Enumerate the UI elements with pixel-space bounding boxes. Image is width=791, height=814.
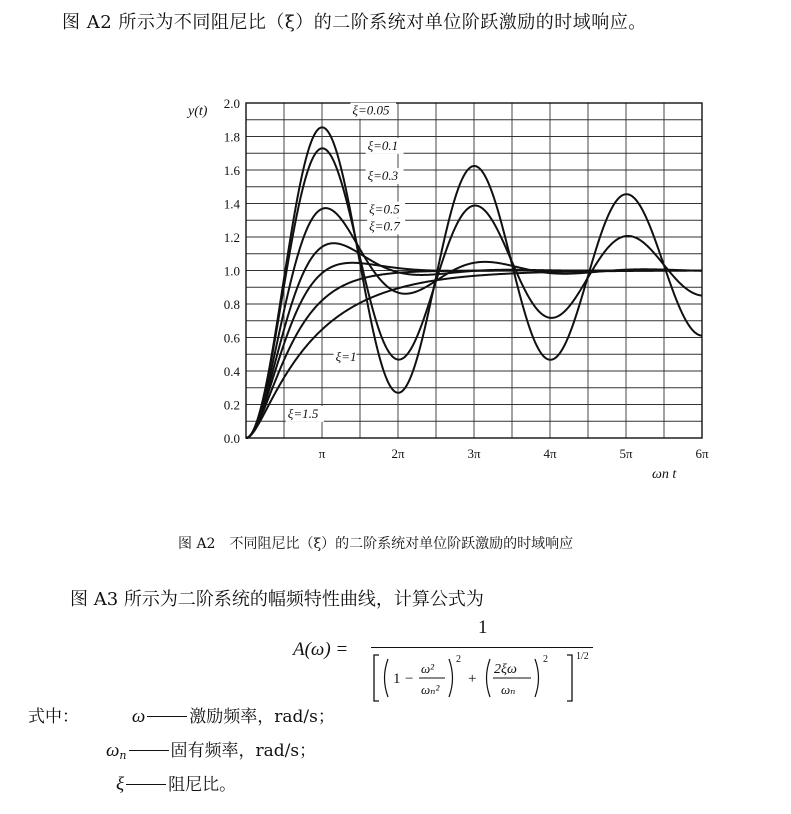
symbol-subscript-n: n xyxy=(119,749,127,762)
formula-lhs: A(ω) = xyxy=(293,639,349,660)
intro-paragraph: 图 A2 所示为不同阻尼比（ξ）的二阶系统对单位阶跃激励的时域响应。 xyxy=(62,12,647,33)
left-bracket xyxy=(374,655,379,701)
y-tick-label: 0.6 xyxy=(223,330,240,346)
series-label: ξ=0.3 xyxy=(367,168,399,184)
x-tick-label: 4π xyxy=(543,446,557,461)
em-dash xyxy=(126,784,166,785)
x-tick-label: 3π xyxy=(467,446,481,461)
symbol-xi: ξ xyxy=(116,774,125,795)
y-tick-label: 1.4 xyxy=(223,196,240,212)
minus-sign: − xyxy=(405,671,414,687)
series-label: ξ=0.7 xyxy=(369,218,400,234)
y-tick-label: 1.6 xyxy=(223,163,240,178)
x-tick-label: 2π xyxy=(391,446,405,461)
definition-text-xi: 阻尼比。 xyxy=(168,775,237,795)
x-tick-label: 5π xyxy=(619,446,633,461)
right-paren xyxy=(449,659,453,697)
definition-row-xi xyxy=(116,770,236,796)
y-tick-label: 2.0 xyxy=(223,96,240,111)
y-tick-label: 0.4 xyxy=(223,364,240,379)
series-label: ξ=1.5 xyxy=(287,405,319,421)
two-xi-omega: 2ξω xyxy=(494,662,517,677)
left-paren xyxy=(385,659,389,697)
definition-row-omega-n xyxy=(106,736,316,762)
y-axis-label: y(t) xyxy=(188,104,208,119)
omega-n-squared: ωₙ² xyxy=(421,682,440,697)
right-paren-2 xyxy=(535,659,539,697)
term-one: 1 xyxy=(393,671,401,687)
symbol-omega: ω xyxy=(131,706,146,727)
left-paren-2 xyxy=(487,659,491,697)
definitions-label: 式中： xyxy=(28,707,79,727)
definition-row-omega xyxy=(28,702,335,728)
y-tick-label: 1.8 xyxy=(223,129,240,145)
definition-text-omega: 激励频率，rad/s； xyxy=(189,707,335,727)
power-two-b: 2 xyxy=(543,654,548,665)
omega-squared: ω² xyxy=(421,661,435,676)
series-label: ξ=0.05 xyxy=(352,102,390,118)
symbol-omega-n: ω xyxy=(106,740,120,761)
x-tick-label: π xyxy=(318,446,326,461)
y-tick-label: 1.0 xyxy=(223,263,240,279)
y-tick-label: 0.8 xyxy=(223,297,240,312)
em-dash xyxy=(129,750,169,751)
formula-intro-paragraph: 图 A3 所示为二阶系统的幅频特性曲线，计算公式为 xyxy=(70,589,484,610)
definition-text-omega-n: 固有频率，rad/s； xyxy=(170,741,317,761)
series-label: ξ=0.5 xyxy=(369,201,400,217)
right-bracket xyxy=(567,655,572,701)
x-axis-label: ωn t xyxy=(652,467,677,482)
series-label: ξ=1 xyxy=(335,348,357,364)
chart-labels xyxy=(186,96,709,482)
y-tick-label: 0.0 xyxy=(223,431,240,446)
plus-sign: + xyxy=(468,671,477,687)
power-half: 1/2 xyxy=(576,651,589,662)
omega-n: ωₙ xyxy=(501,682,516,697)
y-tick-label: 0.2 xyxy=(223,397,240,413)
amplitude-formula xyxy=(293,615,613,710)
y-tick-label: 1.2 xyxy=(223,230,240,245)
step-response-chart xyxy=(170,88,730,488)
x-tick-label: 6π xyxy=(695,446,709,461)
figure-caption: 图 A2 不同阻尼比（ξ）的二阶系统对单位阶跃激励的时域响应 xyxy=(178,536,574,552)
fraction-bar xyxy=(371,647,593,648)
formula-denominator xyxy=(371,649,611,709)
power-two-a: 2 xyxy=(456,654,461,665)
em-dash xyxy=(147,716,187,717)
formula-numerator: 1 xyxy=(478,617,488,638)
series-label: ξ=0.1 xyxy=(367,137,399,153)
